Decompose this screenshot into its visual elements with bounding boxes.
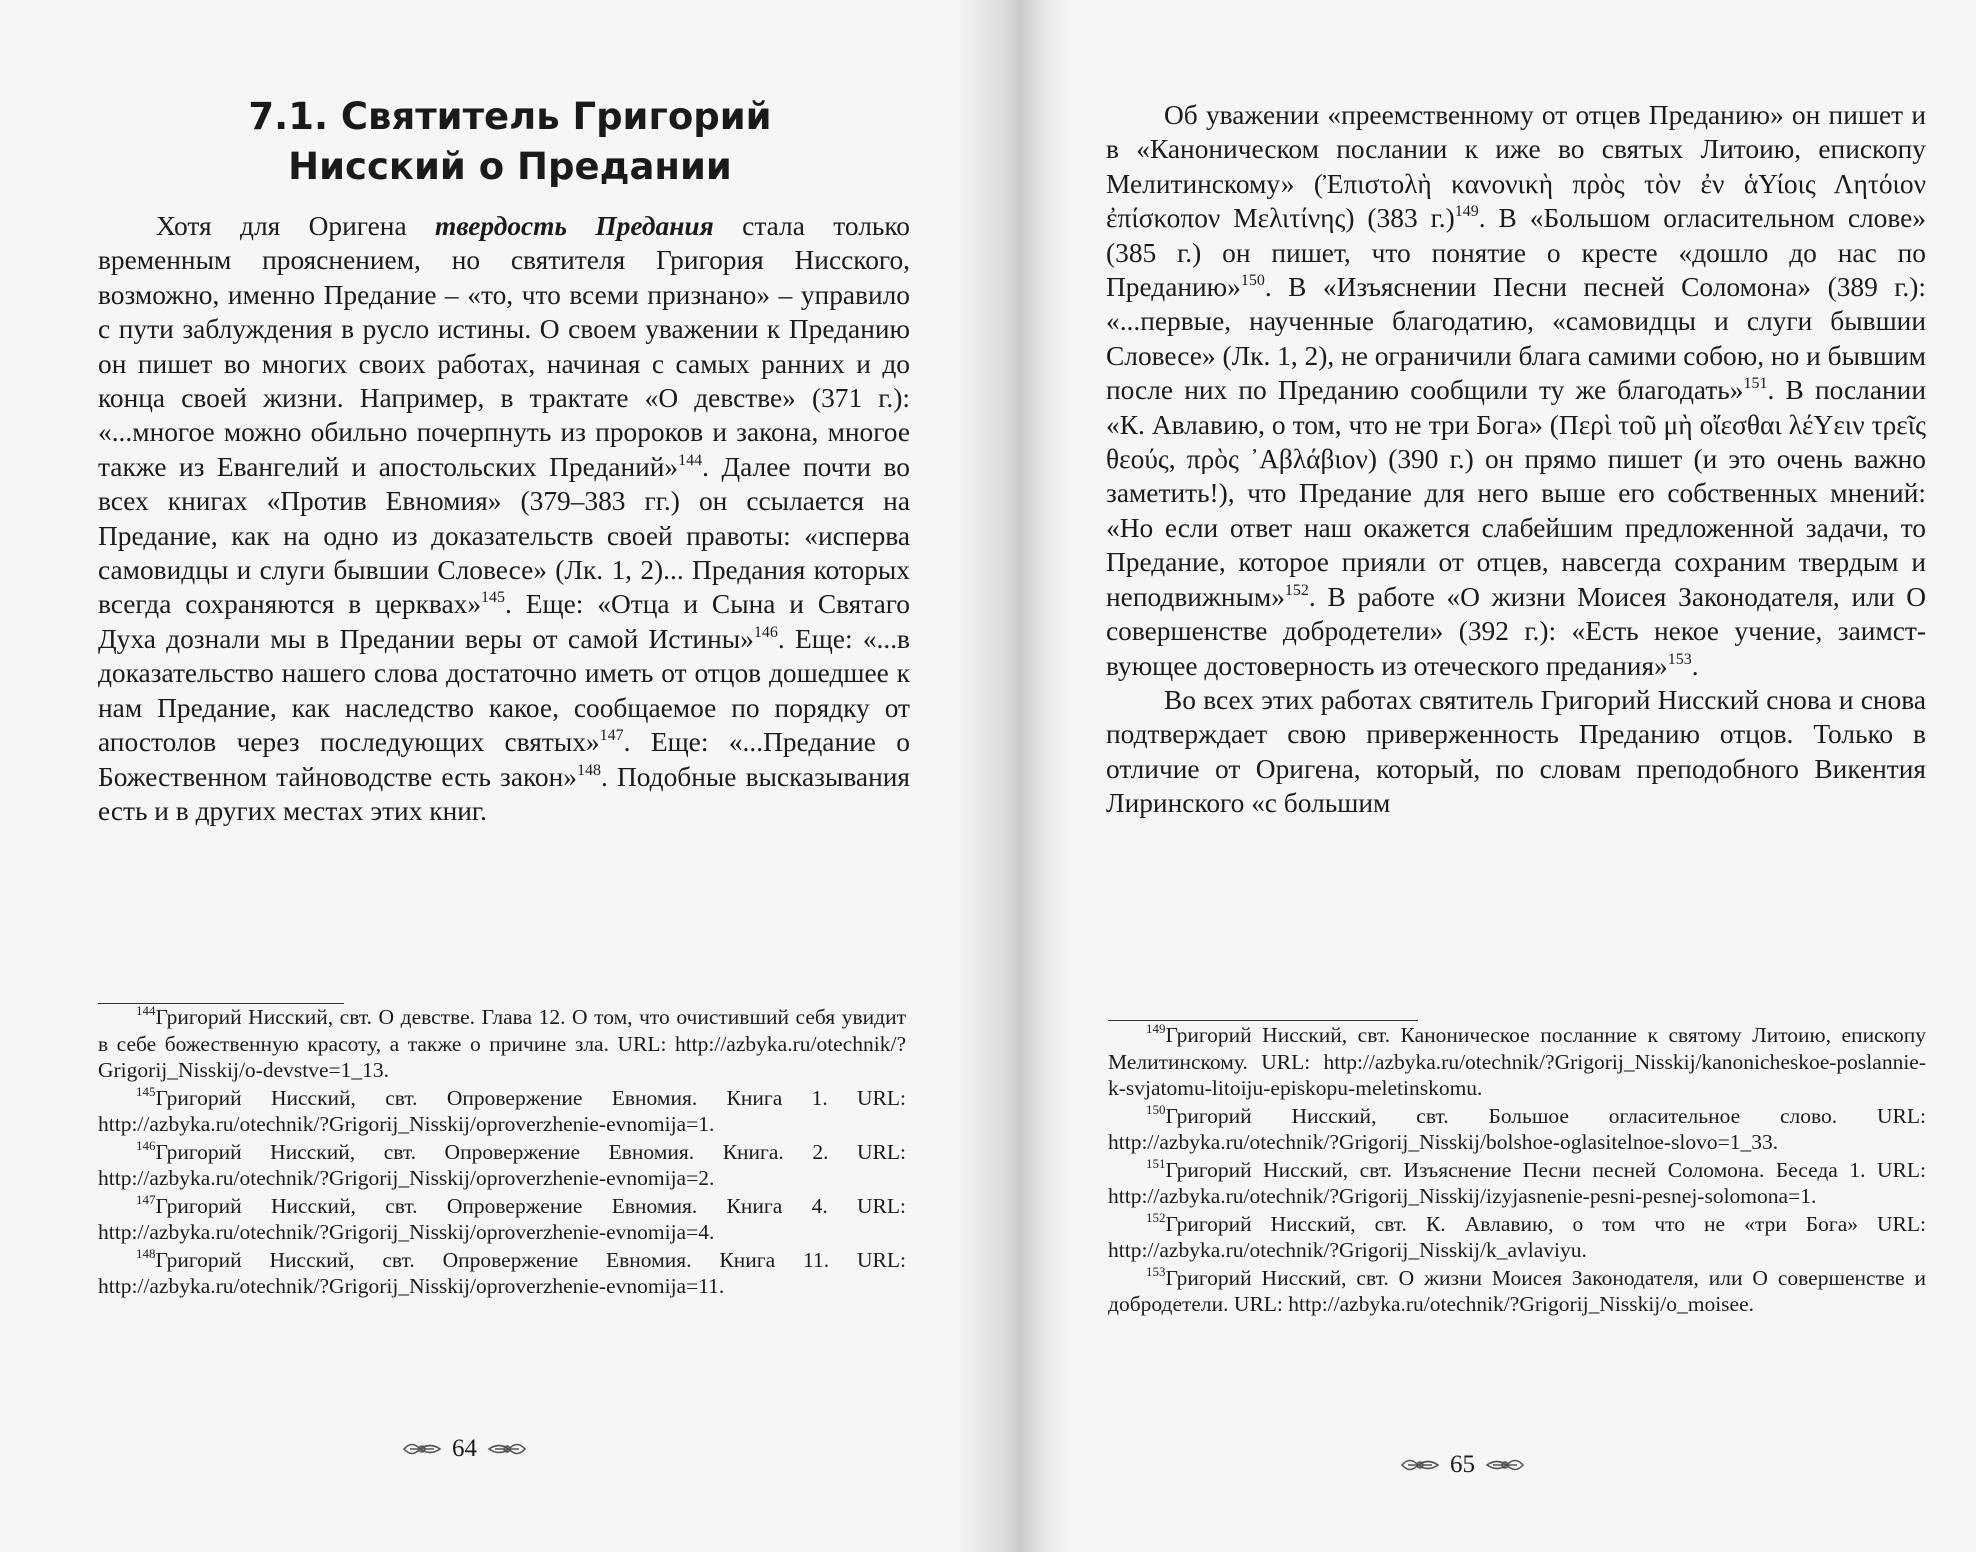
footnote-ref: 145 (481, 589, 506, 607)
book-gutter (960, 0, 1070, 1552)
left-page (0, 0, 965, 1552)
footnote-ref: 147 (599, 727, 624, 745)
footnote: $^{151}$Григорий Нисский, свт. Изъяснение Песни песней Соломона. Беседа 1. URL: http://azbyka.ru/otechnik/?Grigorij_Nisskij/izyjasnenie-pesni-pesnej-solomona=1. (1108, 1155, 1926, 1208)
footnote-ref: 149 (1454, 203, 1479, 221)
paragraph: Об уважении «преемственному от отцев Преданию» он пишет и в «Каноническом послании к иже во святых Литоию, епископу Мелитинскому» (Ἐπιστολὴ κανονικὴ πρὸς τὸν ἐν ἁΥίοις Λητόιον ἐπίσκοπον Μελιτίνης) (383 г.)$^{149}$. В «Большом огласительном слове» (385 г.) он пишет, что понятие о кресте «дошло до нас по Преданию»$^{150}$. В «Изъяснении Песни песней Соломона» (389 г.): «...первые, наученные благодатию, «самовидцы и слуги бывшии Словесе» (Лк. 1, 2), не ограничили блага самими собою, но и бывшим после них по Преданию сообщили ту же благодать»$^{151}$. В послании «К. Авлавию, о том, что не три Бога» (Περὶ τοῦ μὴ οἴεσθαι λέΥειν τρεῖς θεούς, πρὸς ᾿Αβλάβιον) (390 г.) он прямо пишет (и это очень важно заметить!), что Предание для него выше его собственных мнений: «Но если ответ наш окажется слабейшим предложенной задачи, то Предание, которое прияли от отцев, навсегда сохраним твердым и неподвижным»$^{152}$. В работе «О жизни Моисея Законодателя, или О совершенстве добродетели» (392 г.): «Есть некое учение, заимствующее достоверность из отеческого предания»$^{153}$. (1106, 100, 1926, 681)
emphasis: твердость Предания (435, 211, 714, 241)
left-footnotes (98, 1004, 906, 1301)
footnote: $^{145}$Григорий Нисский, свт. Опровержение Евномия. Книга 1. URL: http://azbyka.ru/otechnik/?Grigorij_Nisskij/oproverzhenie-evnomija=1. (98, 1083, 906, 1136)
ornament-icon (487, 1438, 527, 1460)
footnote-ref: 151 (1743, 375, 1768, 393)
ornament-icon (1400, 1454, 1440, 1476)
footnote: $^{149}$Григорий Нисский, свт. Каноническое посланние к святому Литоию, епископу Мелитинскому. URL: http://azbyka.ru/otechnik/?Grigorij_Nisskij/kanonicheskoe-poslannie-k-svjatomu-litoiju-episkopu-meletinskomu. (1108, 1021, 1926, 1100)
footnote: $^{147}$Григорий Нисский, свт. Опровержение Евномия. Книга 4. URL: http://azbyka.ru/otechnik/?Grigorij_Nisskij/oproverzhenie-evnomija=4. (98, 1191, 906, 1244)
right-page (1070, 0, 1976, 1552)
left-body-text (98, 209, 910, 828)
ornament-icon (402, 1438, 442, 1460)
paragraph: Хотя для Оригена твердость Предания стала только временным прояснением, но святителя Григория Нисского, возможно, именно Предание – «то, что всеми признано» – управило с пути заблуждения в русло истины. О своем уважении к Преданию он пишет во многих своих работах, начиная с самых ранних и до конца своей жизни. Например, в трактате «О девстве» (371 г.): «...многое можно обильно почерпнуть из пророков и закона, многое также из Евангелий и апостольских Преданий»$^{144}$. Далее почти во всех книгах «Против Евномия» (379–383 гг.) он ссылается на Предание, как на одно из доказательств своей правоты: «исперва самовидцы и слуги бывшии Словесе» (Лк. 1, 2)... Предания которых всегда сохраняются в церквах»$^{145}$. Еще: «Отца и Сына и Святаго Духа дознали мы в Предании веры от самой Истины»$^{146}$. Еще: «...в доказательство нашего слова достаточно иметь от отцов дошедшее к нам Предание, как наследство какое, сообщаемое по порядку от апостолов через последующих святых»$^{147}$. Еще: «...Предание о Божественном тайноводстве есть закон»$^{148}$. Подобные высказывания есть и в других местах этих книг. (98, 211, 910, 826)
footnote: $^{152}$Григорий Нисский, свт. К. Авлавию, о том что не «три Бога» URL: http://azbyka.ru/otechnik/?Grigorij_Nisskij/k_avlaviyu. (1108, 1209, 1926, 1262)
footnote: $^{150}$Григорий Нисский, свт. Большое огласительное слово. URL: http://azbyka.ru/otechnik/?Grigorij_Nisskij/bolshoe-oglasitelnoe-slovo=1_33. (1108, 1101, 1926, 1154)
footnote-ref: 144 (678, 451, 703, 469)
footnote-ref: 152 (1284, 581, 1309, 599)
page-number-right: 65 (1400, 1450, 1525, 1480)
section-heading: 7.1. Святитель Григорий Нисский о Предании (248, 95, 772, 188)
footnote-ref: 148 (576, 761, 601, 779)
footnote-ref: 150 (1240, 272, 1265, 290)
footnote-ref: 153 (1667, 650, 1692, 668)
footnote: $^{148}$Григорий Нисский, свт. Опровержение Евномия. Книга 11. URL: http://azbyka.ru/otechnik/?Grigorij_Nisskij/oproverzhenie-evnomija=11. (98, 1245, 906, 1298)
page-number-left: 64 (402, 1434, 527, 1464)
right-body-text (1106, 98, 1926, 821)
right-footnotes (1108, 1022, 1926, 1319)
paragraph: Во всех этих работах святитель Григорий Нисский снова и снова подтверждает свою приверженность Преданию отцов. Только в отличие от Оригена, который, по словам преподобного Викентия Лиринского «с большим (1106, 684, 1926, 819)
ornament-icon (1485, 1454, 1525, 1476)
footnote: $^{153}$Григорий Нисский, свт. О жизни Моисея Законодателя, или О совершенстве и добродетели. URL: http://azbyka.ru/otechnik/?Grigorij_Nisskij/o_moisee. (1108, 1263, 1926, 1316)
footnote-ref: 146 (753, 623, 778, 641)
footnote: $^{146}$Григорий Нисский, свт. Опровержение Евномия. Книга. 2. URL: http://azbyka.ru/otechnik/?Grigorij_Nisskij/oproverzhenie-evnomija=2. (98, 1137, 906, 1190)
footnote: $^{144}$Григорий Нисский, свт. О девстве. Глава 12. О том, что очистивший себя увидит в себе божественную красоту, а также о причине зла. URL: http://azbyka.ru/otechnik/?Grigorij_Nisskij/o-devstve=1_13. (98, 1003, 906, 1082)
